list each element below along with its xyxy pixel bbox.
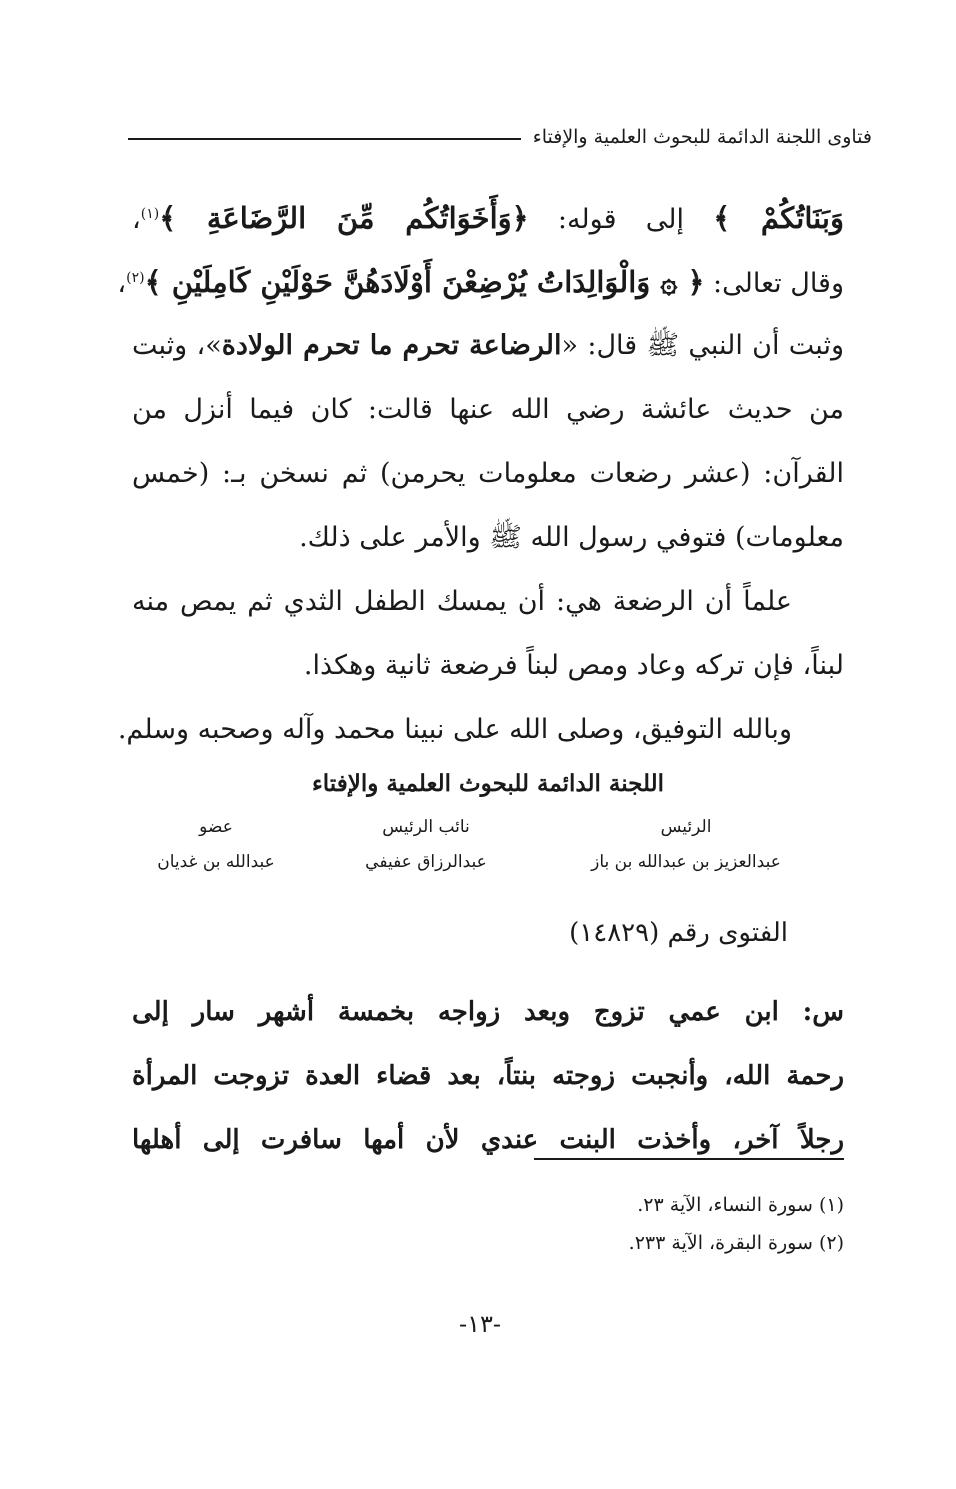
page-number: -١٣-: [459, 1310, 501, 1338]
footnote: (٢) سورة البقرة، الآية ٢٣٣.: [628, 1232, 844, 1254]
closing-line: وبالله التوفيق، وصلى الله على نبينا محمد وآله وصحبه وسلم.: [117, 714, 792, 745]
footnote: (١) سورة النساء، الآية ٢٣.: [637, 1194, 844, 1216]
signatory-name: عبدالعزيز بن عبدالله بن باز: [591, 852, 781, 872]
signatory-role: الرئيس: [660, 817, 712, 837]
text-line: من حديث عائشة رضي الله عنها قالت: كان فيما أنزل من: [132, 394, 844, 425]
quran-verse: ﴿ ۞ وَالْوَالِدَاتُ يُرْضِعْنَ أَوْلَادَهُنَّ حَوْلَيْنِ كَامِلَيْنِ ﴾: [144, 265, 705, 299]
footnote-marker: (١): [140, 206, 160, 222]
fatwa-answer-text: [117, 186, 845, 762]
signatory-name: عبدالرزاق عفيفي: [365, 852, 487, 872]
signatory: [326, 812, 526, 882]
footnotes: [132, 1186, 844, 1262]
signatory: [146, 812, 286, 882]
text-line: وَبَنَاتُكُمْ ﴾ إلى قوله: ﴿وَأَخَوَاتُكُم مِّنَ الرَّضَاعَةِ ﴾$^{(١)}$،: [132, 201, 844, 235]
signatory-role: نائب الرئيس: [382, 817, 470, 837]
quran-verse: ﴿وَأَخَوَاتُكُم مِّنَ الرَّضَاعَةِ ﴾: [159, 201, 529, 235]
quran-verse: وَبَنَاتُكُمْ ﴾: [713, 201, 844, 235]
text-line: رحمة الله، وأنجبت زوجته بنتاً، بعد قضاء العدة تزوجت المرأة: [132, 1061, 844, 1091]
footnote-marker: (٢): [126, 270, 145, 286]
question-text: [132, 980, 844, 1172]
footnote-rule: [534, 1158, 844, 1160]
text-line: علماً أن الرضعة هي: أن يمسك الطفل الثدي ثم يمص منه: [132, 586, 792, 617]
signatory-role: عضو: [199, 817, 233, 837]
running-header: [128, 126, 872, 148]
signatory: [566, 812, 806, 882]
text-line: وثبت أن النبي ﷺ قال: «الرضاعة تحرم ما تحرم الولادة»، وثبت: [132, 330, 845, 361]
text-line: س: ابن عمي تزوج وبعد زواجه بخمسة أشهر سار إلى: [132, 997, 844, 1027]
committee-name: اللجنة الدائمة للبحوث العلمية والإفتاء: [311, 770, 665, 797]
text-line: القرآن: (عشر رضعات معلومات يحرمن) ثم نسخن بـ: (خمس: [132, 458, 844, 489]
text-line: لبناً، فإن تركه وعاد ومص لبناً فرضعة ثانية وهكذا.: [303, 650, 844, 681]
hadith-quote: الرضاعة تحرم ما تحرم الولادة: [221, 330, 562, 361]
header-rule: [128, 138, 521, 140]
running-title: فتاوى اللجنة الدائمة للبحوث العلمية والإفتاء: [532, 126, 872, 148]
fatwa-number: الفتوى رقم (١٤٨٢٩): [569, 918, 788, 948]
signatories: [146, 812, 806, 882]
text-line: وقال تعالى: ﴿ ۞ وَالْوَالِدَاتُ يُرْضِعْنَ أَوْلَادَهُنَّ حَوْلَيْنِ كَامِلَيْنِ ﴾$^{(٢)}$،: [117, 265, 844, 299]
text-line: رجلاً آخر، وأخذت البنت عندي لأن أمها سافرت إلى أهلها: [132, 1125, 844, 1155]
signatory-name: عبدالله بن غديان: [157, 852, 275, 872]
text-line: معلومات) فتوفي رسول الله ﷺ والأمر على ذلك.: [299, 522, 844, 553]
